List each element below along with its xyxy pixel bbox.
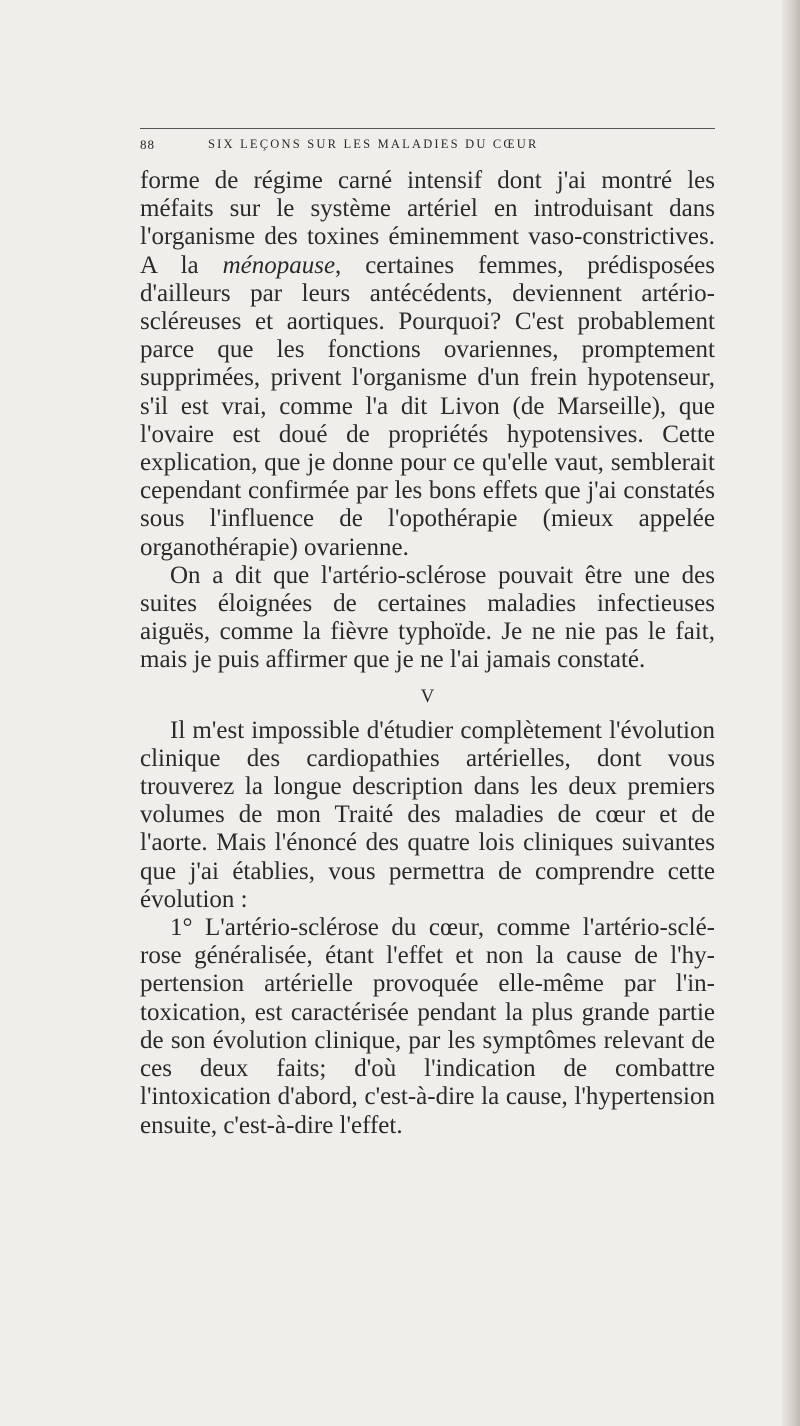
paragraph-text: forme de régime carné intensif dont j'ai montré les méfaits sur le système artériel en introduisant dans l'organisme des toxines éminemment vaso-constrictives. A la	[140, 167, 715, 279]
italic-term: ménopause	[222, 251, 336, 279]
body-text	[140, 167, 715, 1140]
running-title: SIX LEÇONS SUR LES MALADIES DU CŒUR	[208, 137, 539, 151]
page-edge-shadow	[782, 0, 800, 1426]
page-number: 88	[140, 137, 155, 152]
paragraph: Il m'est impossible d'étudier complètement l'évolution clinique des cardiopathies artérielles, dont vous trouverez la longue description dans les deux premiers volumes de mon Traité des maladies de cœur et de l'aorte. Mais l'énoncé des quatre lois cliniques suivantes que j'ai établies, vous permettra de comprendre cette évolution :	[140, 716, 715, 913]
paragraph-text: , certaines femmes, prédisposées d'ailleurs par leurs antécédents, deviennent artério-scléreuses et aortiques. Pourquoi? C'est probablement parce que les fonctions ovariennes, promptement supprimées, privent l'organisme d'un frein hypotenseur, s'il est vrai, comme l'a dit Livon (de Marseille), que l'ovaire est doué de propriétés hypotensives. Cette explication, que je donne pour ce qu'elle vaut, semblerait cependant confirmée par les bons effets que j'ai constatés sous l'influence de l'opothérapie (mieux appelée organothérapie) ovarienne.	[140, 251, 716, 561]
paragraph: On a dit que l'artério-sclérose pouvait être une des suites éloignées de certaines maladies infectieuses aiguës, comme la fièvre typhoïde. Je ne nie pas le fait, mais je puis affirmer que je ne l'ai jamais constaté.	[140, 561, 715, 674]
paragraph: 1° L'artério-sclérose du cœur, comme l'artério-sclérose généralisée, étant l'effet et non la cause de l'hypertension artérielle provoquée elle-même par l'intoxication, est caractérisée pendant la plus grande partie de son évolution clinique, par les symptômes relevant de ces deux faits; d'où l'indication de combattre l'intoxication d'abord, c'est-à-dire la cause, l'hypertension ensuite, c'est-à-dire l'effet.	[140, 914, 715, 1139]
paragraph-continuation	[140, 167, 715, 562]
section-heading: V	[420, 685, 435, 707]
running-header	[140, 128, 715, 159]
